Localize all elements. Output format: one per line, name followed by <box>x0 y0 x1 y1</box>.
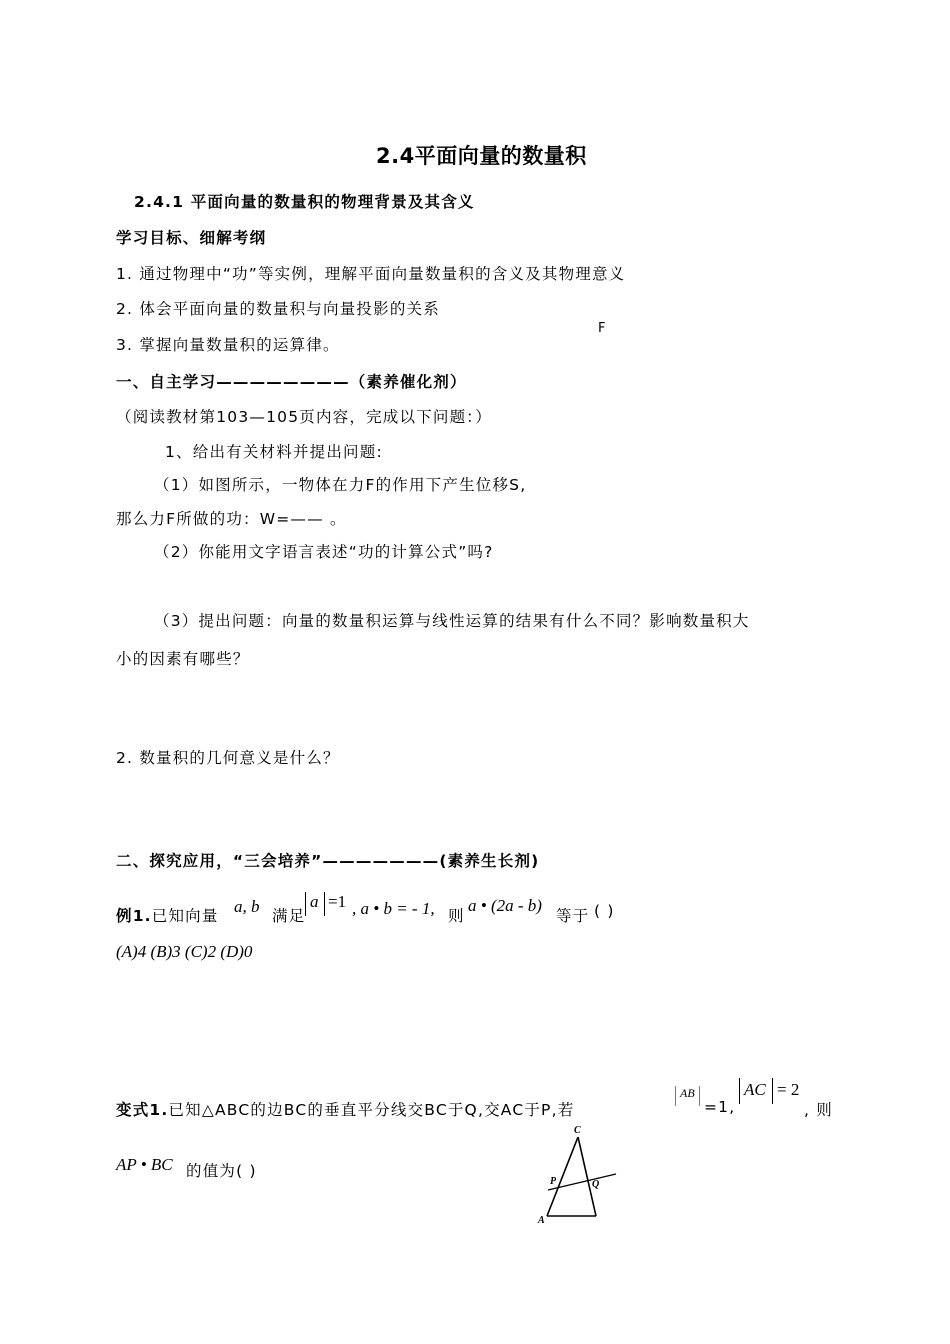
question-1-3b: 小的因素有哪些？ <box>116 650 250 668</box>
example-1-then: 则 <box>448 907 465 925</box>
variant-1-value: 的值为( ) <box>186 1162 257 1180</box>
section-2-heading: 二、探究应用，“三会培养”———————(素养生长剂) <box>116 852 540 870</box>
label-a: A <box>538 1215 545 1226</box>
variant-1-text: 已知△ABC的边BC的垂直平分线交BC于Q,交AC于P,若 <box>168 1101 575 1119</box>
abs-bar-left <box>739 1078 740 1104</box>
abs-ab: AB <box>680 1086 695 1100</box>
abs-bar-right <box>324 892 325 916</box>
question-1-3a: （3）提出问题：向量的数量积运算与线性运算的结果有什么不同？影响数量积大 <box>154 612 750 630</box>
abs-bar-right <box>772 1078 773 1104</box>
goal-item: 1. 通过物理中“功”等实例，理解平面向量数量积的含义及其物理意义 <box>116 265 626 283</box>
variant-1-label: 变式1. <box>116 1101 169 1119</box>
section-subtitle: 2.4.1 平面向量的数量积的物理背景及其含义 <box>134 193 475 211</box>
example-1 <box>116 904 219 926</box>
variant-1 <box>116 1098 574 1120</box>
example-1-options: (A)4 (B)3 (C)2 (D)0 <box>116 942 253 961</box>
question-1-2: （2）你能用文字语言表述“功的计算公式”吗? <box>154 543 494 561</box>
reading-note: （阅读教材第103—105页内容，完成以下问题：） <box>116 408 492 426</box>
goals-heading: 学习目标、细解考纲 <box>116 229 267 247</box>
side-bc <box>578 1137 596 1216</box>
example-1-label: 例1. <box>116 907 152 925</box>
eq-one: =1, <box>704 1098 736 1116</box>
abs-bar-right <box>699 1086 700 1106</box>
expression-ap-bc: AP • BC <box>116 1155 173 1174</box>
label-p: P <box>550 1176 557 1187</box>
vectors-ab: a, b <box>234 897 260 916</box>
dot-condition: , a • b = - 1, <box>352 899 435 918</box>
page-title: 2.4平面向量的数量积 <box>376 144 587 168</box>
question-2: 2. 数量积的几何意义是什么？ <box>116 749 340 767</box>
question-1: 1、给出有关材料并提出问题: <box>165 443 383 461</box>
eq-one: =1 <box>328 892 347 911</box>
example-1-text: 已知向量 <box>151 907 219 925</box>
label-q: Q <box>592 1179 600 1190</box>
label-c: C <box>574 1125 581 1136</box>
expression: a • (2a - b) <box>468 896 542 915</box>
variant-1-tail: , 则 <box>804 1101 833 1119</box>
example-1-satisfy: 满足 <box>272 907 306 925</box>
question-1-1a: （1）如图所示，一物体在力F的作用下产生位移S, <box>154 476 527 494</box>
example-1-equals: 等于 <box>556 907 590 925</box>
triangle-figure <box>530 1120 630 1232</box>
abs-bar-left <box>305 892 306 916</box>
section-1-heading: 一、自主学习————————（素养催化剂） <box>116 373 467 391</box>
bisector-line <box>548 1174 616 1190</box>
goal-item: 3. 掌握向量数量积的运算律。 <box>116 336 340 354</box>
question-1-1b: 那么力F所做的功：W=—— 。 <box>116 510 347 528</box>
abs-a: a <box>310 892 319 911</box>
stray-f-label: F <box>598 321 606 336</box>
eq-two: = 2 <box>777 1080 800 1099</box>
abs-bar-left <box>675 1086 676 1106</box>
abs-ac: AC <box>744 1080 766 1099</box>
goal-item: 2. 体会平面向量的数量积与向量投影的关系 <box>116 300 440 318</box>
answer-paren: ( ) <box>594 902 615 920</box>
